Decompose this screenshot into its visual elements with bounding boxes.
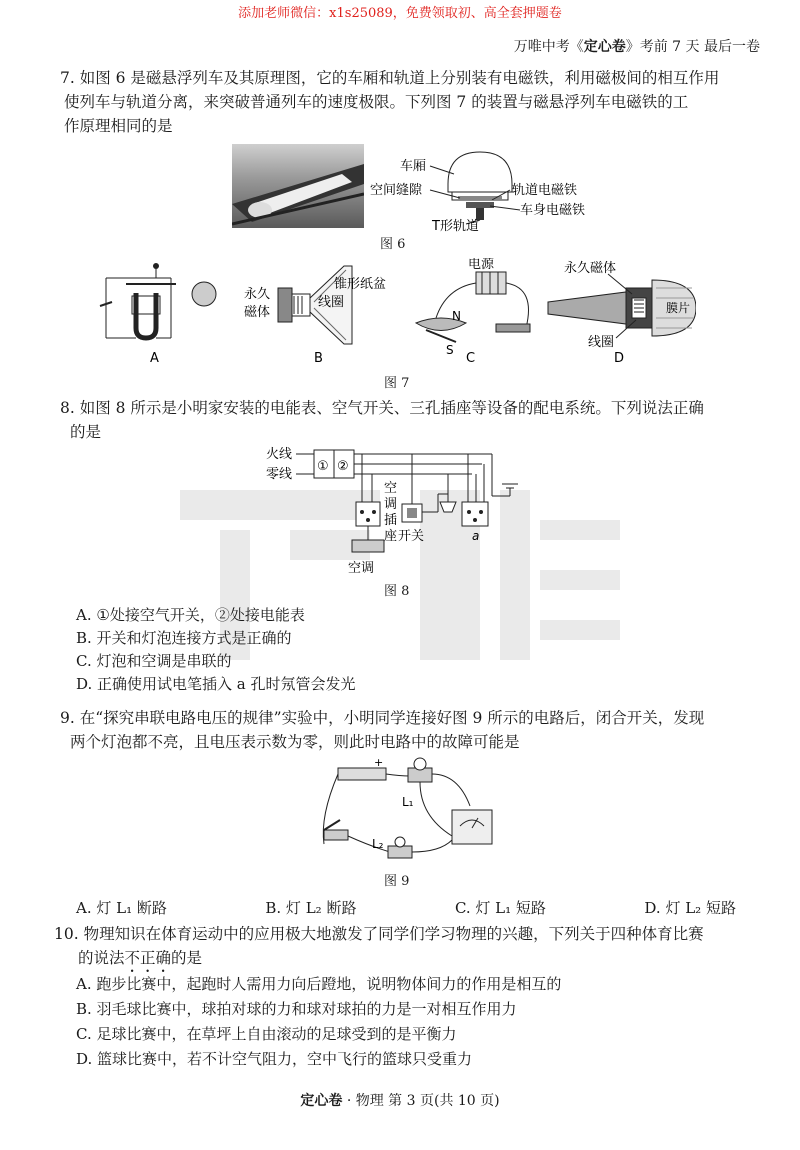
label-kongjian: 空间缝隙 — [370, 183, 423, 198]
fig8-kt-3: 插 — [384, 513, 398, 528]
q9-option-c[interactable]: C. 灯 L₁ 短路 — [454, 899, 546, 917]
fig7-label-B: B — [314, 351, 323, 366]
fig8-huoxian: 火线 — [266, 447, 293, 462]
label-t-guidao: T形轨道 — [432, 219, 479, 234]
q10-option-d[interactable]: D. 篮球比赛中，若不计空气阻力，空中飞行的篮球只受重力 — [76, 1050, 473, 1068]
fig7-c-dianyuan: 电源 — [468, 258, 495, 272]
fig9-L1: L₁ — [402, 795, 414, 809]
q9-line-1: 9. 在“探究串联电路电压的规律”实验中，小明同学连接好图 9 所示的电路后，闭合开关，发现 — [60, 709, 705, 727]
fig7-b-citi: 磁体 — [244, 305, 271, 320]
figure-7 — [96, 258, 696, 370]
maglev-principle-diagram — [370, 144, 590, 234]
q10-option-a[interactable]: A. 跑步比赛中，起跑时人需用力向后蹬地，说明物体间力的作用是相互的 — [76, 975, 562, 993]
fig7-c-n: N — [452, 309, 461, 323]
maglev-photo — [232, 144, 364, 228]
fig8-kaiguan: 开关 — [398, 529, 425, 544]
footer-rest: · 物理 第 3 页(共 10 页) — [342, 1093, 500, 1109]
label-chexiang: 车厢 — [400, 159, 427, 174]
fig8-lingxian: 零线 — [266, 467, 293, 482]
q10-option-c[interactable]: C. 足球比赛中，在草坪上自由滚动的足球受到的是平衡力 — [76, 1025, 457, 1043]
header-prefix: 万唯中考《 — [513, 39, 584, 55]
fig7-label-D: D — [614, 351, 625, 366]
figure-8-circuit — [262, 440, 542, 580]
footer-title: 定心卷 — [300, 1093, 343, 1109]
fig7-label-C: C — [466, 351, 476, 366]
fig7-d-yongjiu: 永久磁体 — [564, 261, 617, 276]
q8-line-2: 的是 — [70, 423, 102, 441]
figure-8-caption: 图 8 — [384, 584, 410, 599]
q8-option-d[interactable]: D. 正确使用试电笔插入 a 孔时氖管会发光 — [76, 675, 356, 693]
q8-option-a[interactable]: A. ①处接空气开关，②处接电能表 — [76, 606, 305, 624]
header-suffix: 》考前 7 天 最后一卷 — [625, 39, 760, 55]
question-9 — [60, 706, 780, 754]
figure-9-circuit — [310, 756, 510, 866]
figure-9-caption: 图 9 — [384, 874, 410, 889]
figure-7-caption: 图 7 — [384, 376, 410, 391]
fig7-A-electric-bell — [100, 263, 216, 338]
fig9-L2: L₂ — [372, 837, 384, 851]
q7-line-2: 使列车与轨道分离，来突破普通列车的速度极限。下列图 7 的装置与磁悬浮列车电磁铁的工 — [64, 93, 689, 111]
label-cheshen-dct: 车身电磁铁 — [520, 203, 586, 218]
question-8 — [60, 396, 780, 444]
fig7-b-xianquan: 线圈 — [318, 295, 345, 310]
q9-option-a[interactable]: A. 灯 L₁ 断路 — [76, 899, 167, 917]
page-footer — [0, 1090, 800, 1110]
q7-line-1: 7. 如图 6 是磁悬浮列车及其原理图，它的车厢和轨道上分别装有电磁铁，利用磁极间的相互作用 — [60, 69, 720, 87]
q9-line-2: 两个灯泡都不亮，且电压表示数为零，则此时电路中的故障可能是 — [70, 733, 520, 751]
q7-line-3: 作原理相同的是 — [64, 117, 173, 135]
q9-options — [76, 897, 736, 920]
fig8-c1: ① — [317, 459, 329, 474]
q10-line-2-post: 的是 — [171, 949, 203, 967]
fig8-kongtiao: 空调 — [348, 561, 375, 576]
question-7 — [60, 66, 780, 138]
q10-options — [76, 972, 776, 1072]
header-title: 定心卷 — [583, 39, 626, 55]
q9-option-d[interactable]: D. 灯 L₂ 短路 — [644, 899, 736, 917]
fig7-label-A: A — [150, 351, 159, 366]
q10-emphasis: 不正确 — [124, 949, 172, 967]
q9-option-b[interactable]: B. 灯 L₂ 断路 — [265, 899, 357, 917]
fig7-b-zhuixing: 锥形纸盆 — [334, 277, 387, 292]
fig8-kt-2: 调 — [384, 497, 398, 512]
promo-banner: 添加老师微信：x1s25089，免费领取初、高全套押题卷 — [238, 6, 562, 21]
label-guidao-dct: 轨道电磁铁 — [512, 183, 578, 198]
q10-line-1: 10. 物理知识在体育运动中的应用极大地激发了同学们学习物理的兴趣，下列关于四种体育比赛 — [54, 925, 704, 943]
fig7-d-xianquan: 线圈 — [588, 335, 615, 350]
question-10 — [54, 922, 784, 976]
q8-options — [76, 604, 356, 696]
fig8-c2: ② — [337, 459, 349, 474]
fig9-plus: + — [374, 756, 384, 769]
fig7-c-s: S — [446, 343, 454, 357]
figure-6-caption: 图 6 — [380, 237, 406, 252]
fig7-C-motor — [416, 272, 530, 342]
q10-option-b[interactable]: B. 羽毛球比赛中，球拍对球的力和球对球拍的力是一对相互作用力 — [76, 1000, 517, 1018]
q8-option-c[interactable]: C. 灯泡和空调是串联的 — [76, 652, 232, 670]
fig7-d-moban: 膜片 — [666, 301, 691, 315]
page-header — [514, 36, 760, 56]
fig8-a: a — [472, 529, 480, 543]
q10-line-2-pre: 的说法 — [78, 949, 125, 967]
fig7-b-yongjiu: 永久 — [244, 287, 271, 302]
q8-option-b[interactable]: B. 开关和灯泡连接方式是正确的 — [76, 629, 292, 647]
fig8-kt-1: 空 — [384, 481, 398, 496]
fig8-kt-4: 座 — [384, 529, 398, 544]
q8-line-1: 8. 如图 8 所示是小明家安装的电能表、空气开关、三孔插座等设备的配电系统。下列说法正确 — [60, 399, 704, 417]
